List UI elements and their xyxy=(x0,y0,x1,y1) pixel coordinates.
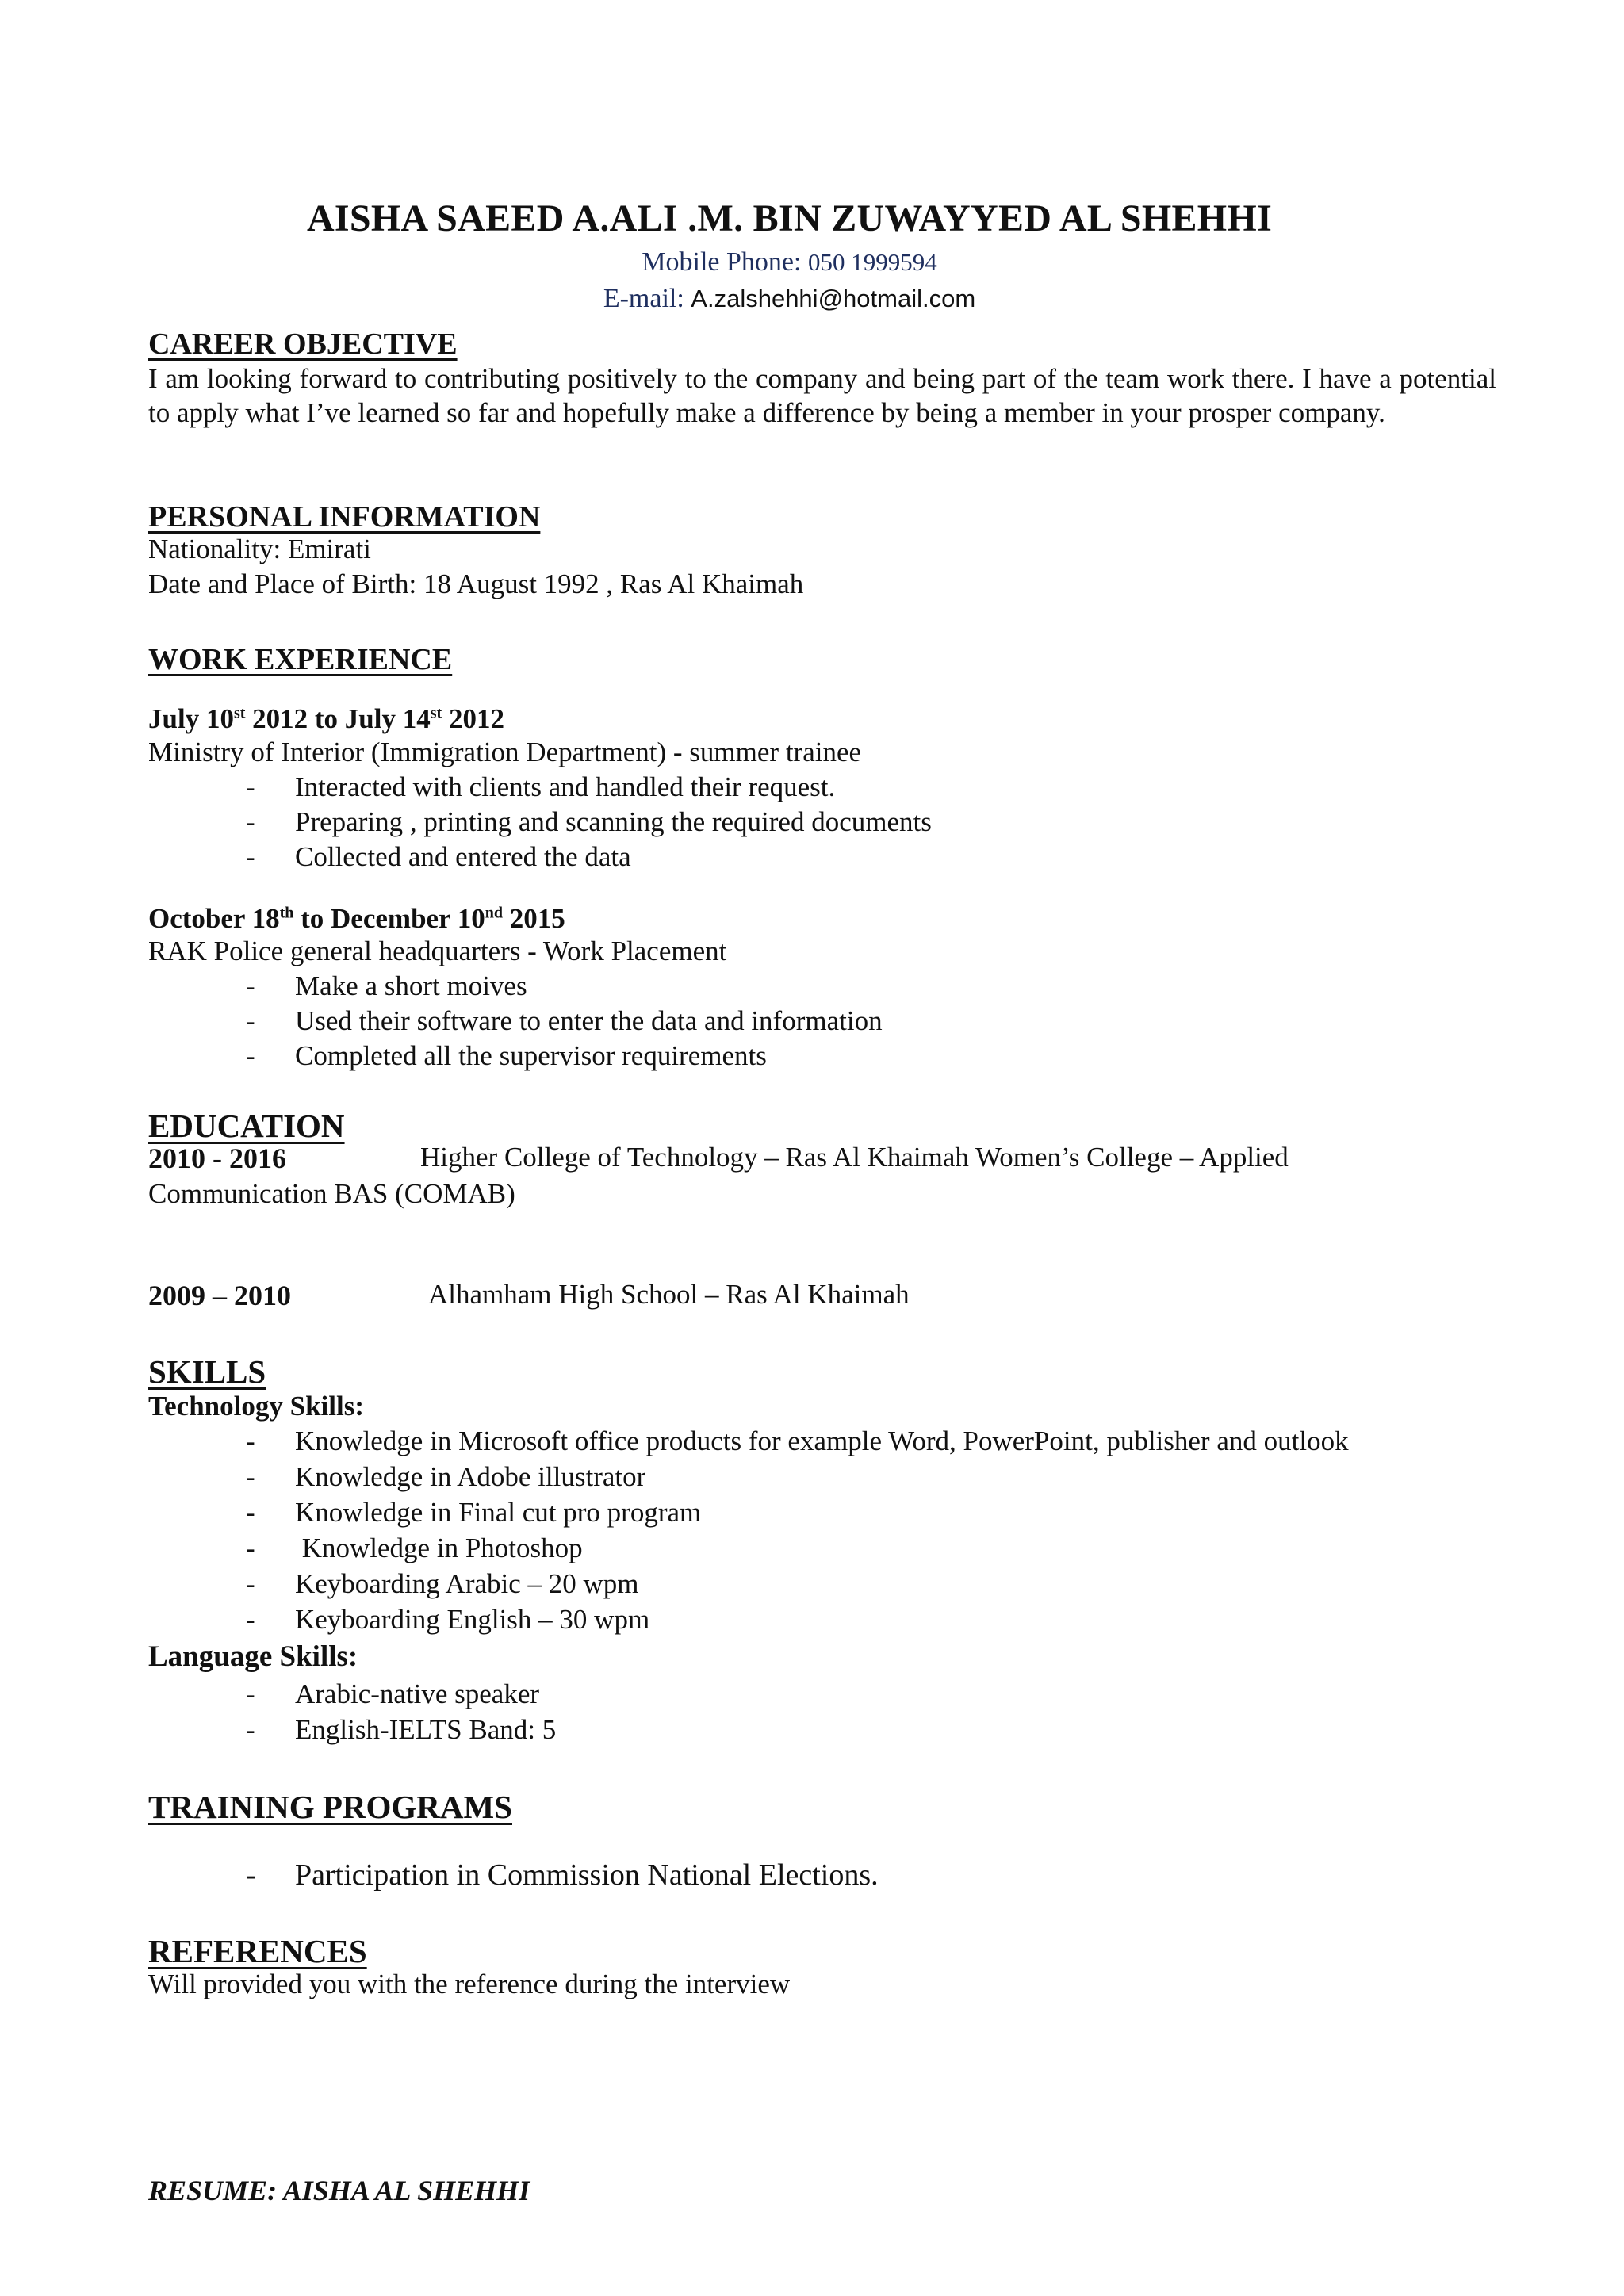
list-item: - English-IELTS Band: 5 xyxy=(246,1714,557,1745)
language-skills-label: Language Skills: xyxy=(148,1640,358,1673)
email-value: A.zalshehhi@hotmail.com xyxy=(691,285,976,312)
list-item: - Participation in Commission National Elections. xyxy=(246,1858,879,1892)
phone-value: 050 1999594 xyxy=(807,248,937,276)
list-item: - Make a short moives xyxy=(246,970,527,1001)
list-item: - Completed all the supervisor requirements xyxy=(246,1040,767,1071)
career-objective-heading: CAREER OBJECTIVE xyxy=(148,327,458,361)
list-item: - Preparing , printing and scanning the required documents xyxy=(246,806,932,837)
education-heading: EDUCATION xyxy=(148,1108,345,1144)
list-item: - Keyboarding English – 30 wpm xyxy=(246,1604,650,1635)
list-item: - Interacted with clients and handled their request. xyxy=(246,771,836,802)
email-label: E-mail: xyxy=(603,284,684,313)
job-2-title: RAK Police general headquarters - Work Placement xyxy=(148,936,727,966)
email-line xyxy=(0,284,1579,314)
list-item: - Keyboarding Arabic – 20 wpm xyxy=(246,1568,639,1599)
list-item: - Used their software to enter the data and information xyxy=(246,1005,883,1036)
list-item: - Knowledge in Adobe illustrator xyxy=(246,1461,646,1492)
job-2-dates: October 18th to December 10nd 2015 xyxy=(148,903,565,934)
education-2-years: 2009 – 2010 xyxy=(148,1280,291,1311)
references-text: Will provided you with the reference during the interview xyxy=(148,1969,791,1999)
nationality: Nationality: Emirati xyxy=(148,534,371,564)
education-1-years: 2010 - 2016 xyxy=(148,1142,286,1174)
skills-heading: SKILLS xyxy=(148,1353,266,1390)
education-2-institution: Alhamham High School – Ras Al Khaimah xyxy=(428,1279,910,1310)
list-item: - Knowledge in Photoshop xyxy=(246,1533,583,1563)
technology-skills-label: Technology Skills: xyxy=(148,1391,364,1422)
job-1-title: Ministry of Interior (Immigration Department) - summer trainee xyxy=(148,737,862,767)
phone-label: Mobile Phone: xyxy=(642,247,802,277)
footer-title: RESUME: AISHA AL SHEHHI xyxy=(148,2175,530,2206)
career-objective-text: I am looking forward to contributing positively to the company and being part of the team work there. I have a potential to apply what I’ve learned so far and hopefully make a difference by being a member in your prosper company. xyxy=(148,363,1496,428)
date-place-of-birth: Date and Place of Birth: 18 August 1992 , Ras Al Khaimah xyxy=(148,568,804,599)
candidate-name: AISHA SAEED A.ALI .M. BIN ZUWAYYED AL SHEHHI xyxy=(306,197,1273,239)
education-1-program: Communication BAS (COMAB) xyxy=(148,1178,515,1209)
list-item: - Knowledge in Final cut pro program xyxy=(246,1497,702,1528)
references-heading: REFERENCES xyxy=(148,1933,367,1969)
list-item: - Knowledge in Microsoft office products for example Word, PowerPoint, publisher and outlook xyxy=(246,1425,1349,1456)
list-item: - Collected and entered the data xyxy=(246,841,631,872)
phone-line xyxy=(0,247,1579,277)
job-1-dates: July 10st 2012 to July 14st 2012 xyxy=(148,703,504,734)
personal-information-heading: PERSONAL INFORMATION xyxy=(148,500,541,534)
training-programs-heading: TRAINING PROGRAMS xyxy=(148,1789,512,1825)
work-experience-heading: WORK EXPERIENCE xyxy=(148,643,453,676)
education-1-institution: Higher College of Technology – Ras Al Khaimah Women’s College – Applied xyxy=(420,1142,1289,1173)
list-item: - Arabic-native speaker xyxy=(246,1678,540,1709)
